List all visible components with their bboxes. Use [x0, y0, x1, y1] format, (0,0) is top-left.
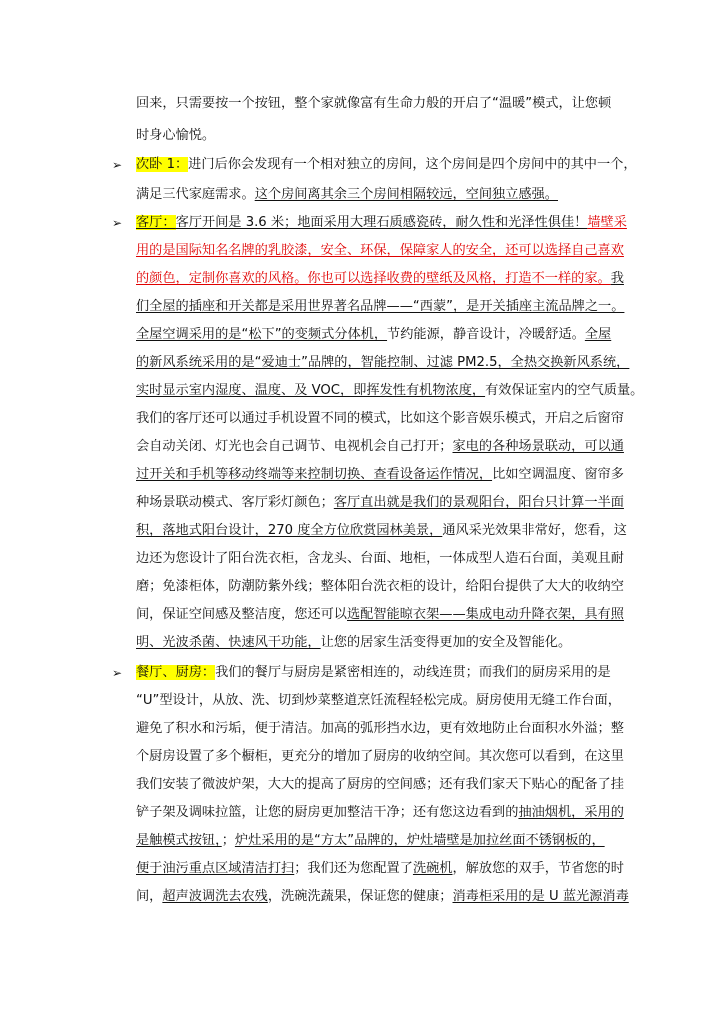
- text: 避免了积水和污垢，便于清洁。加高的弧形挡水边，更有效地防止台面积水外溢；整: [136, 721, 624, 736]
- text: 我们的餐厅与厨房是紧密相连的，动线连贯；而我们的厨房采用的是: [215, 665, 611, 680]
- text: 间，保证空间感及整洁度，您还可以: [136, 607, 347, 622]
- paragraph-line: [136, 94, 611, 114]
- red-text: 的颜色，定制你喜欢的风格。你也可以选择收费的壁纸及风格，打造不一样的家。: [136, 271, 611, 286]
- kitchen-line: [136, 663, 611, 683]
- section-heading-living: 客厅：: [136, 215, 176, 230]
- bullet-arrow-icon: ➢: [112, 666, 123, 680]
- living-line: [136, 633, 571, 653]
- text: 有效保证室内的空气质量。: [485, 383, 644, 398]
- living-line: [136, 409, 624, 429]
- text: 个厨房设置了多个橱柜，更充分的增加了厨房的收纳空间。其次您可以看到，在这里: [136, 749, 624, 764]
- text: 节约能源，静音设计，冷暖舒适。: [387, 327, 585, 342]
- text: 比如空调温度、窗帘多: [492, 467, 624, 482]
- bedroom-line: [136, 155, 637, 175]
- underlined-text: 洗碗机: [412, 861, 453, 876]
- text: “U”型设计，从放、洗、切到炒菜整道烹饪流程轻松完成。厨房使用无缝工作台面，: [136, 693, 621, 708]
- kitchen-line: [136, 803, 624, 823]
- living-line: [136, 297, 624, 317]
- living-line: [136, 577, 624, 597]
- living-line: [136, 241, 624, 261]
- kitchen-line: [136, 775, 624, 795]
- living-line: [136, 521, 627, 541]
- text: 磨；免漆柜体，防潮防紫外线；整体阳台洗衣柜的设计，给阳台提供了大大的收纳空: [136, 579, 624, 594]
- underlined-text: 这个房间离其余三个房间相隔较远，空间独立感强。: [254, 187, 558, 202]
- living-line: [136, 437, 624, 457]
- paragraph-line: [136, 126, 215, 146]
- text: ；: [221, 833, 235, 848]
- underlined-text: 家电的各种场景联动，可以通: [452, 439, 624, 454]
- text: ，解放您的双手，节省您的时: [452, 861, 624, 876]
- kitchen-line: [136, 831, 605, 851]
- living-line: [136, 325, 611, 345]
- kitchen-line: [136, 887, 629, 907]
- kitchen-line: [136, 719, 624, 739]
- text: 边还为您设计了阳台洗衣柜，含龙头、台面、地柜，一体成型人造石台面，美观且耐: [136, 551, 624, 566]
- text: 会自动关闭、灯光也会自己调节、电视机会自己打开；: [136, 439, 453, 454]
- underlined-text: 客厅开间是 3.6 米；地面采用大理石质感瓷砖，耐久性和光泽性俱佳！: [175, 215, 588, 230]
- red-text: 用的是国际知名名牌的乳胶漆，安全、环保，保障家人的安全，还可以选择自己喜欢: [136, 243, 624, 258]
- underlined-text: 超声波调洗去农残: [162, 889, 268, 904]
- underlined-text: 的新风系统采用的是“爱迪士”品牌的，: [136, 355, 361, 370]
- text: ，洗碗洗蔬果，保证您的健康；: [267, 889, 453, 904]
- living-line: [136, 493, 624, 513]
- text: ；我们还为您配置了: [294, 861, 413, 876]
- underlined-text: 便于油污重点区域清洁打扫: [136, 861, 295, 876]
- kitchen-line: [136, 859, 624, 879]
- underlined-text: 选配智能晾衣架——集成电动升降衣架，具有照: [347, 607, 624, 622]
- text: 我们的客厅还可以通过手机设置不同的模式，比如这个影音娱乐模式，开启之后窗帘: [136, 411, 624, 426]
- living-line: [136, 269, 624, 289]
- text: 进门后你会发现有一个相对独立的房间，这个房间是四个房间中的其中一个，: [188, 157, 637, 172]
- text: 我们安装了微波炉架，大大的提高了厨房的空间感；还有我们家天下贴心的配备了挂: [136, 777, 624, 792]
- bullet-arrow-icon: ➢: [112, 216, 123, 230]
- underlined-text: 我: [610, 271, 624, 286]
- kitchen-line: [136, 691, 621, 711]
- living-line: [136, 549, 624, 569]
- living-line: [136, 605, 624, 625]
- text: 间，: [136, 889, 163, 904]
- underlined-text: 过开关和手机等移动终端等来控制切换、查看设备运作情况，: [136, 467, 493, 482]
- bedroom-line: [136, 185, 558, 205]
- kitchen-line: [136, 747, 624, 767]
- text: 满足三代家庭需求。: [136, 187, 255, 202]
- bullet-arrow-icon: ➢: [112, 158, 123, 172]
- text: 时身心愉悦。: [136, 128, 216, 143]
- underlined-text: 们全屋的插座和开关都是采用世界著名品牌——“西蒙”，是开关插座主流品牌之一。: [136, 299, 625, 314]
- text: 回来，只需要按一个按钮，整个家就像富有生命力般的开启了“温暖”模式，让您顿: [136, 96, 612, 111]
- living-line: [136, 353, 629, 373]
- text: 种场景联动模式、客厅彩灯颜色；: [136, 495, 334, 510]
- underlined-text: 全屋: [584, 327, 612, 342]
- underlined-text: 实时显示室内湿度、温度、及 VOC，即挥发性有机物浓度，: [136, 383, 486, 398]
- text: 铲子架及调味拉篮，让您的厨房更加整洁干净；还有您这边看到的: [136, 805, 519, 820]
- underlined-text: 是触模式按钮，: [136, 833, 222, 848]
- underlined-text: 积，落地式阳台设计，270 度全方位欣赏园林美景，: [136, 523, 443, 538]
- underlined-text: 炉灶采用的是“方太”品牌的，炉灶墙壁是加拉丝面不锈钢板的，: [234, 833, 605, 848]
- red-text: 墙壁采: [587, 215, 627, 230]
- living-line: [136, 213, 627, 233]
- underlined-text: 明、光波杀菌、快速风干功能，: [136, 635, 321, 650]
- living-line: [136, 381, 643, 401]
- underlined-text: 智能控制、过滤 PM2.5，全热交换新风系统，: [360, 355, 630, 370]
- underlined-text: 客厅直出就是我们的景观阳台，阳台只计算一半面: [333, 495, 624, 510]
- underlined-text: 抽油烟机，采用的: [518, 805, 624, 820]
- underlined-text: 消毒柜采用的是 U 蓝光源消毒: [452, 889, 629, 904]
- section-heading-bedroom: 次卧 1：: [136, 157, 189, 172]
- underlined-text: 全屋空调采用的是“松下”的变频式分体机，: [136, 327, 388, 342]
- living-line: [136, 465, 624, 485]
- section-heading-kitchen: 餐厅、厨房：: [136, 665, 216, 680]
- text: 让您的居家生活变得更加的安全及智能化。: [320, 635, 572, 650]
- text: 通风采光效果非常好，您看，这: [442, 523, 627, 538]
